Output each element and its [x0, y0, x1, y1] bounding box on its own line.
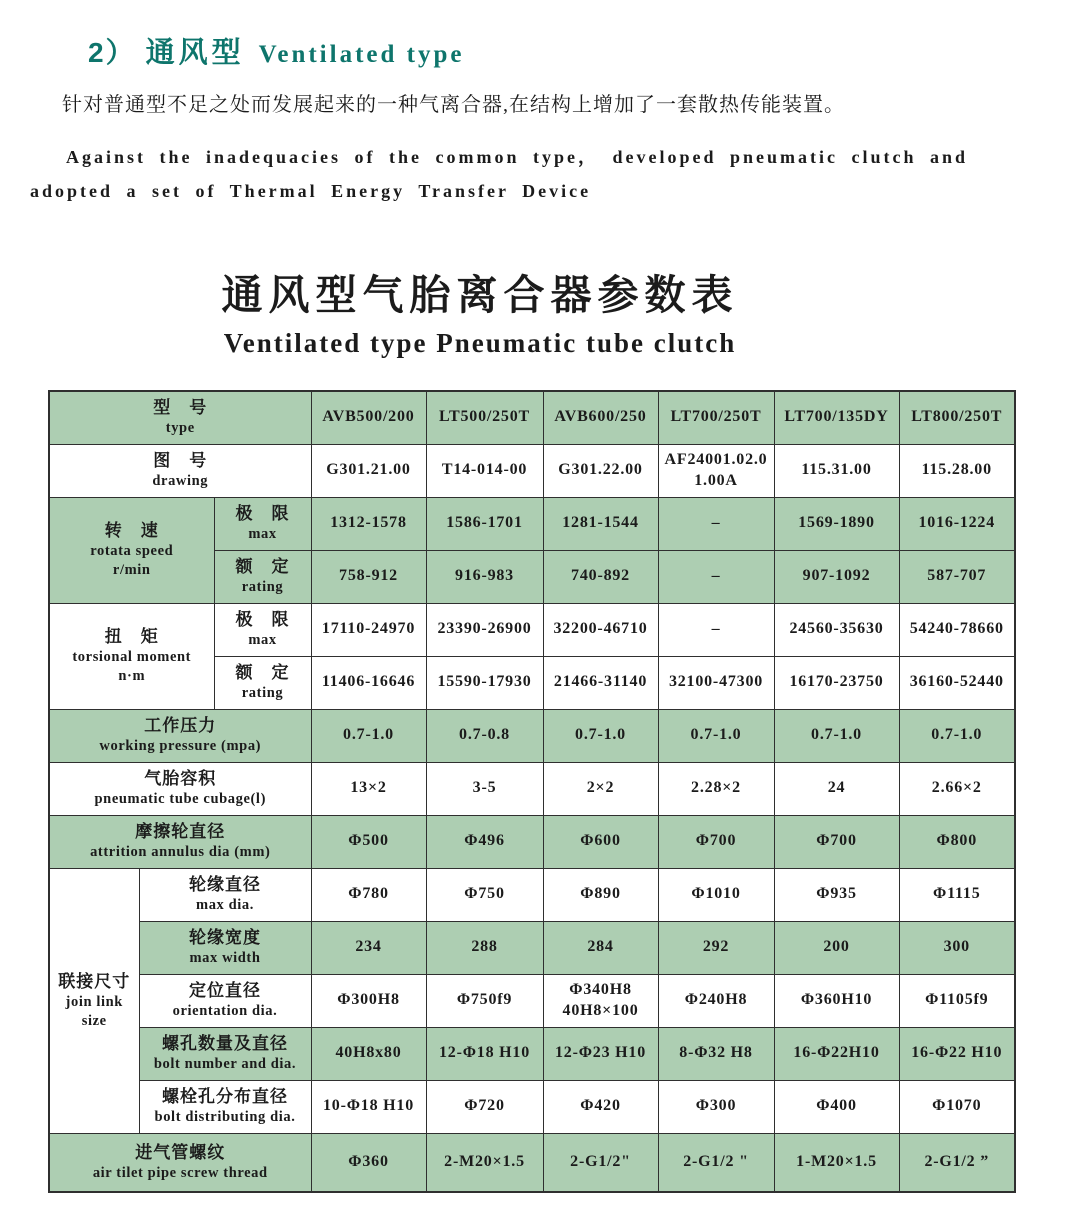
cell-text: Φ400 — [816, 1097, 857, 1115]
value-cell — [899, 550, 1015, 603]
value-cell — [311, 444, 426, 497]
row-label-cell — [49, 868, 139, 1133]
value-cell — [658, 391, 774, 444]
section-title-zh: 通风型 — [145, 37, 245, 69]
value-cell — [426, 1133, 543, 1192]
section-title-en: Ventilated type — [258, 41, 465, 68]
cell-text: orientation dia. — [172, 1003, 278, 1020]
cell-text: 0.7-0.8 — [459, 726, 510, 744]
value-cell — [311, 974, 426, 1027]
cell-text: 2-M20×1.5 — [444, 1152, 525, 1170]
value-cell — [774, 921, 899, 974]
row-label-cell — [214, 656, 311, 709]
table-row — [49, 1027, 1015, 1080]
cell-text: 1586-1701 — [446, 514, 523, 532]
cell-text: 1312-1578 — [330, 514, 407, 532]
value-cell — [426, 550, 543, 603]
row-label-cell — [49, 444, 311, 497]
cell-text: 定位直径 — [189, 981, 261, 1001]
table-title-zh: 通风型气胎离合器参数表 — [221, 272, 739, 318]
cell-text: Φ300 — [695, 1097, 737, 1115]
value-cell — [426, 762, 543, 815]
cell-text: bolt distributing dia. — [154, 1109, 296, 1126]
cell-text: 0.7-1.0 — [343, 726, 394, 744]
cell-text: 螺栓孔分布直径 — [162, 1087, 288, 1107]
value-cell — [311, 1027, 426, 1080]
row-label-cell — [49, 391, 311, 444]
cell-text: 2-G1/2" — [570, 1152, 631, 1170]
cell-text: join link — [65, 993, 123, 1010]
cell-text: 288 — [471, 938, 498, 956]
cell-text: type — [165, 420, 195, 437]
cell-text: torsional moment — [72, 649, 192, 666]
value-cell — [311, 391, 426, 444]
value-cell — [543, 921, 658, 974]
cell-text: 0.7-1.0 — [690, 726, 742, 744]
cell-text: Φ360H10 — [800, 991, 873, 1009]
value-cell — [426, 1080, 543, 1133]
value-cell — [311, 603, 426, 656]
value-cell — [774, 444, 899, 497]
cell-text: 8-Φ32 H8 — [679, 1044, 753, 1062]
value-cell — [426, 1027, 543, 1080]
cell-text: LT700/250T — [670, 408, 762, 426]
section-number: 2） — [88, 37, 136, 68]
cell-text: Φ700 — [695, 832, 737, 850]
cell-text: Φ890 — [580, 885, 621, 903]
row-label-cell — [214, 550, 311, 603]
value-cell — [899, 815, 1015, 868]
cell-text: rotata speed — [90, 543, 174, 560]
cell-text: 1016-1224 — [918, 514, 996, 532]
value-cell — [543, 762, 658, 815]
cell-text: Φ1115 — [933, 885, 981, 903]
table-row — [49, 391, 1015, 444]
value-cell — [774, 656, 899, 709]
cell-text: 24560-35630 — [789, 620, 884, 638]
cell-text: Φ496 — [464, 832, 505, 850]
value-cell — [543, 656, 658, 709]
cell-text: working pressure (mpa) — [99, 738, 262, 755]
section-heading — [88, 30, 464, 71]
value-cell — [311, 656, 426, 709]
cell-text: 24 — [827, 779, 846, 797]
cell-text: Φ600 — [580, 832, 621, 850]
cell-text: Φ240H8 — [684, 991, 748, 1009]
table-row — [49, 709, 1015, 762]
cell-text: 115.28.00 — [921, 461, 992, 479]
value-cell — [658, 1133, 774, 1192]
value-cell — [543, 550, 658, 603]
table-row — [49, 444, 1015, 497]
cell-text: 2×2 — [586, 779, 615, 797]
cell-text: air tilet pipe screw thread — [92, 1164, 268, 1181]
value-cell — [658, 709, 774, 762]
value-cell — [426, 868, 543, 921]
row-label-cell — [49, 603, 214, 709]
cell-text: 11406-16646 — [321, 673, 416, 691]
cell-text: 额 定 — [235, 663, 290, 683]
cell-text: drawing — [152, 473, 209, 490]
value-cell — [311, 550, 426, 603]
cell-text: 转 速 — [104, 521, 159, 541]
row-label-cell — [49, 1133, 311, 1192]
cell-text: 12-Φ23 H10 — [554, 1044, 647, 1062]
value-cell — [311, 497, 426, 550]
value-cell — [543, 709, 658, 762]
cell-text: Φ420 — [580, 1097, 621, 1115]
value-cell — [311, 921, 426, 974]
value-cell — [774, 1133, 899, 1192]
value-cell — [426, 391, 543, 444]
row-label-cell — [214, 603, 311, 656]
row-label-cell — [139, 1027, 311, 1080]
intro-en-line2: adopted a set of Thermal Energy Transfer Device — [30, 181, 592, 201]
cell-text: 摩擦轮直径 — [135, 822, 226, 842]
value-cell — [899, 868, 1015, 921]
value-cell — [543, 603, 658, 656]
cell-text: r/min — [112, 562, 151, 579]
row-label-cell — [49, 497, 214, 603]
cell-text: 进气管螺纹 — [135, 1142, 226, 1162]
cell-text: 16170-23750 — [789, 673, 884, 691]
cell-text: 300 — [943, 938, 970, 956]
cell-text: 32200-46710 — [553, 620, 648, 638]
cell-text: 758-912 — [339, 567, 398, 585]
table-row — [49, 868, 1015, 921]
table-row — [49, 815, 1015, 868]
table-row — [49, 1080, 1015, 1133]
value-cell — [311, 815, 426, 868]
row-label-cell — [49, 762, 311, 815]
cell-text: LT500/250T — [439, 408, 531, 426]
cell-text: LT700/135DY — [784, 408, 889, 426]
value-cell — [899, 1027, 1015, 1080]
cell-text: Φ340H8 — [569, 980, 632, 998]
cell-text: 工作压力 — [144, 716, 217, 736]
cell-text: max — [248, 632, 277, 649]
cell-text: 292 — [702, 938, 730, 956]
cell-text: bolt number and dia. — [153, 1056, 297, 1073]
value-cell — [658, 762, 774, 815]
cell-text: 1281-1544 — [562, 514, 639, 532]
row-label-cell — [49, 815, 311, 868]
cell-text: – — [711, 567, 721, 585]
cell-text: 200 — [823, 938, 850, 956]
value-cell — [774, 497, 899, 550]
value-cell — [426, 921, 543, 974]
value-cell — [543, 1080, 658, 1133]
cell-text: 扭 矩 — [104, 627, 159, 647]
value-cell — [774, 603, 899, 656]
value-cell — [658, 656, 774, 709]
cell-text: AVB500/200 — [322, 408, 415, 426]
value-cell — [774, 550, 899, 603]
value-cell — [658, 603, 774, 656]
cell-text: 联接尺寸 — [58, 971, 131, 991]
cell-text: 12-Φ18 H10 — [438, 1044, 531, 1062]
value-cell — [774, 868, 899, 921]
value-cell — [543, 444, 658, 497]
cell-text: 23390-26900 — [437, 620, 532, 638]
cell-text: 40H8×100 — [562, 1001, 639, 1019]
cell-text: n·m — [118, 668, 146, 685]
cell-text: 0.7-1.0 — [931, 726, 983, 744]
table-row — [49, 762, 1015, 815]
cell-text: 740-892 — [571, 567, 630, 585]
table-row — [49, 974, 1015, 1027]
value-cell — [899, 974, 1015, 1027]
cell-text: pneumatic tube cubage(l) — [94, 791, 266, 808]
value-cell — [426, 709, 543, 762]
cell-text: 17110-24970 — [321, 620, 416, 638]
value-cell — [899, 1133, 1015, 1192]
spec-table-body — [49, 391, 1015, 1192]
value-cell — [426, 974, 543, 1027]
spec-table — [48, 390, 1016, 1193]
cell-text: – — [711, 620, 721, 638]
cell-text: 3-5 — [472, 779, 497, 797]
cell-text: 916-983 — [455, 567, 514, 585]
cell-text: Φ750f9 — [456, 991, 513, 1009]
intro-en-line1: Against the inadequacies of the common type， developed pneumatic clutch and — [66, 147, 969, 167]
value-cell — [311, 868, 426, 921]
value-cell — [426, 656, 543, 709]
value-cell — [426, 603, 543, 656]
value-cell — [899, 444, 1015, 497]
cell-text: 螺孔数量及直径 — [162, 1034, 288, 1054]
cell-text: 0.7-1.0 — [575, 726, 626, 744]
cell-text: G301.22.00 — [558, 461, 643, 479]
value-cell — [658, 974, 774, 1027]
cell-text: rating — [241, 685, 284, 702]
cell-text: max — [248, 526, 277, 543]
cell-text: T14-014-00 — [441, 461, 528, 479]
cell-text: 16-Φ22H10 — [793, 1044, 880, 1062]
cell-text: Φ700 — [816, 832, 857, 850]
cell-text: 0.7-1.0 — [811, 726, 862, 744]
value-cell — [774, 709, 899, 762]
cell-text: 32100-47300 — [668, 673, 764, 691]
value-cell — [774, 1080, 899, 1133]
cell-text: 16-Φ22 H10 — [911, 1044, 1003, 1062]
cell-text: 轮缘宽度 — [189, 928, 261, 948]
cell-text: 40H8x80 — [335, 1044, 402, 1062]
cell-text: 13×2 — [350, 779, 387, 797]
value-cell — [658, 868, 774, 921]
row-label-cell — [139, 921, 311, 974]
cell-text: 2-G1/2 " — [683, 1152, 749, 1170]
value-cell — [774, 1027, 899, 1080]
value-cell — [899, 1080, 1015, 1133]
value-cell — [543, 868, 658, 921]
cell-text: 1-M20×1.5 — [796, 1152, 877, 1170]
cell-text: 极 限 — [235, 610, 290, 630]
value-cell — [774, 391, 899, 444]
cell-text: Φ1105f9 — [925, 991, 989, 1009]
value-cell — [658, 497, 774, 550]
value-cell — [658, 1080, 774, 1133]
cell-text: 284 — [587, 938, 614, 956]
value-cell — [899, 391, 1015, 444]
value-cell — [658, 921, 774, 974]
row-label-cell — [139, 868, 311, 921]
cell-text: size — [81, 1012, 107, 1029]
value-cell — [899, 497, 1015, 550]
cell-text: AF24001.02.0 — [664, 450, 768, 468]
cell-text: 2.66×2 — [931, 779, 982, 797]
cell-text: 54240-78660 — [909, 620, 1004, 638]
cell-text: 1569-1890 — [798, 514, 875, 532]
cell-text: – — [711, 514, 721, 532]
value-cell — [543, 1027, 658, 1080]
row-label-cell — [214, 497, 311, 550]
cell-text: 1.00A — [694, 471, 738, 489]
cell-text: 极 限 — [235, 504, 290, 524]
value-cell — [899, 921, 1015, 974]
value-cell — [543, 815, 658, 868]
cell-text: max width — [189, 950, 261, 967]
cell-text: Φ750 — [464, 885, 505, 903]
cell-text: AVB600/250 — [554, 408, 647, 426]
value-cell — [774, 974, 899, 1027]
value-cell — [658, 444, 774, 497]
value-cell — [658, 550, 774, 603]
cell-text: rating — [241, 579, 284, 596]
value-cell — [311, 762, 426, 815]
value-cell — [543, 974, 658, 1027]
intro-paragraph-en — [30, 140, 1040, 208]
cell-text: attrition annulus dia (mm) — [90, 844, 271, 861]
cell-text: 图 号 — [153, 451, 208, 471]
cell-text: 气胎容积 — [144, 769, 217, 789]
row-label-cell — [139, 1080, 311, 1133]
table-row — [49, 921, 1015, 974]
row-label-cell — [139, 974, 311, 1027]
cell-text: Φ1070 — [932, 1097, 982, 1115]
table-row — [49, 603, 1015, 656]
value-cell — [899, 709, 1015, 762]
cell-text: G301.21.00 — [326, 461, 411, 479]
cell-text: Φ720 — [464, 1097, 505, 1115]
cell-text: 907-1092 — [802, 567, 871, 585]
value-cell — [658, 815, 774, 868]
cell-text: Φ500 — [348, 832, 389, 850]
value-cell — [426, 444, 543, 497]
row-label-cell — [49, 709, 311, 762]
cell-text: 36160-52440 — [909, 673, 1004, 691]
value-cell — [899, 656, 1015, 709]
value-cell — [311, 709, 426, 762]
cell-text: LT800/250T — [911, 408, 1003, 426]
cell-text: 10-Φ18 H10 — [322, 1097, 415, 1115]
cell-text: 21466-31140 — [553, 673, 648, 691]
value-cell — [899, 603, 1015, 656]
table-row — [49, 1133, 1015, 1192]
value-cell — [426, 497, 543, 550]
cell-text: 轮缘直径 — [189, 875, 261, 895]
value-cell — [311, 1080, 426, 1133]
cell-text: 2.28×2 — [691, 779, 741, 797]
value-cell — [543, 1133, 658, 1192]
value-cell — [426, 815, 543, 868]
value-cell — [543, 497, 658, 550]
cell-text: Φ780 — [348, 885, 389, 903]
cell-text: 额 定 — [235, 557, 290, 577]
value-cell — [774, 762, 899, 815]
cell-text: 587-707 — [927, 567, 987, 585]
cell-text: Φ1010 — [691, 885, 741, 903]
value-cell — [899, 762, 1015, 815]
cell-text: Φ300H8 — [337, 991, 400, 1009]
cell-text: Φ360 — [348, 1152, 389, 1170]
value-cell — [311, 1133, 426, 1192]
intro-paragraph-zh: 针对普通型不足之处而发展起来的一种气离合器,在结构上增加了一套散热传能装置。 — [62, 94, 845, 116]
cell-text: 234 — [355, 938, 382, 956]
cell-text: 15590-17930 — [437, 673, 532, 691]
cell-text: Φ800 — [936, 832, 977, 850]
cell-text: max dia. — [196, 897, 254, 914]
cell-text: 115.31.00 — [801, 461, 872, 479]
value-cell — [774, 815, 899, 868]
table-title-en: Ventilated type Pneumatic tube clutch — [223, 328, 737, 358]
value-cell — [543, 391, 658, 444]
cell-text: 型 号 — [153, 398, 208, 418]
table-row — [49, 497, 1015, 550]
cell-text: 2-G1/2 ” — [924, 1152, 990, 1170]
cell-text: Φ935 — [816, 885, 857, 903]
value-cell — [658, 1027, 774, 1080]
